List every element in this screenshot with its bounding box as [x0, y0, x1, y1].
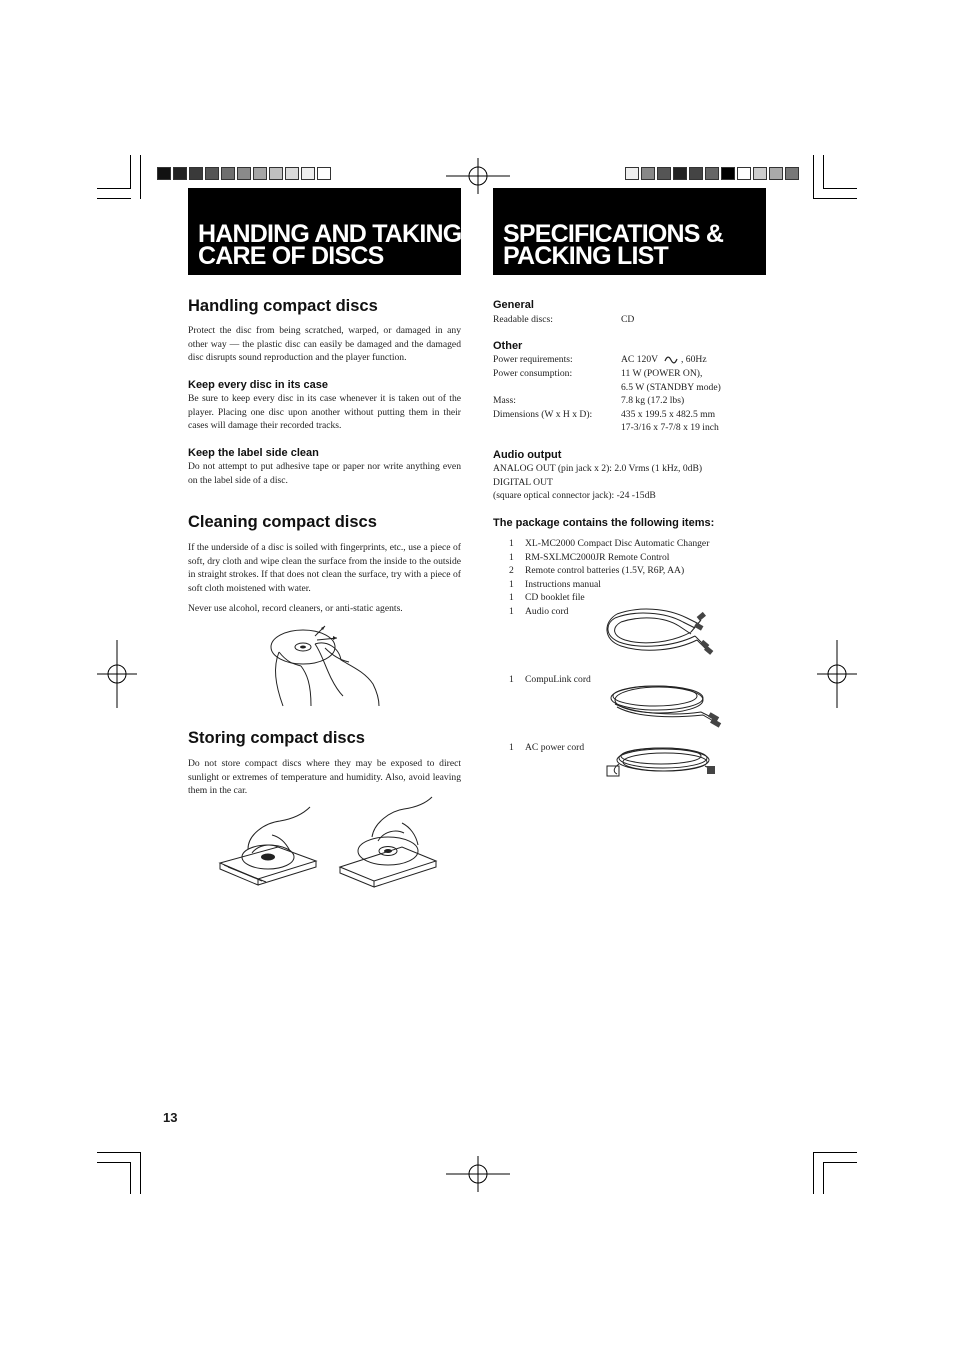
color-swatch: [753, 167, 767, 180]
power-consumption-value-2: 6.5 W (STANDBY mode): [621, 382, 721, 393]
color-swatch: [721, 167, 735, 180]
audio-cord-illustration: [605, 606, 720, 658]
storing-disc-case-illustration-1: [218, 805, 318, 885]
color-swatch: [253, 167, 267, 180]
color-swatch: [205, 167, 219, 180]
list-item-name: AC power cord: [525, 742, 585, 753]
power-requirements-value-b: , 60Hz: [681, 354, 707, 365]
package-heading: The package contains the following items:: [493, 517, 715, 529]
list-item-qty: 1: [509, 579, 514, 590]
list-item-name: RM-SXLMC2000JR Remote Control: [525, 552, 670, 563]
keep-in-case-heading: Keep every disc in its case: [188, 379, 329, 391]
power-consumption-label: Power consumption:: [493, 368, 573, 379]
audio-analog-line: ANALOG OUT (pin jack x 2): 2.0 Vrms (1 kHz, 0dB): [493, 463, 703, 474]
readable-discs-label: Readable discs:: [493, 314, 553, 325]
color-swatch: [221, 167, 235, 180]
cleaning-disc-illustration: [265, 622, 385, 708]
cleaning-heading: Cleaning compact discs: [188, 513, 377, 531]
list-item-name: CD booklet file: [525, 592, 585, 603]
ac-wave-icon: [664, 356, 678, 364]
list-item-qty: 1: [509, 674, 514, 685]
color-bar-left: [157, 167, 331, 180]
list-item-name: Remote control batteries (1.5V, R6P, AA): [525, 565, 685, 576]
list-item-name: CompuLink cord: [525, 674, 591, 685]
color-swatch: [157, 167, 171, 180]
list-item-qty: 1: [509, 552, 514, 563]
mass-label: Mass:: [493, 395, 516, 406]
handling-intro: Protect the disc from being scratched, warped, or damaged in any other way — the plastic disc can easily be damaged and the damaged disc disrupts sound reproduction and the player function.: [188, 325, 461, 363]
left-section-title: HANDING AND TAKING CARE OF DISCS: [188, 188, 461, 275]
ac-power-cord-illustration: [605, 744, 717, 780]
power-consumption-value-1: 11 W (POWER ON),: [621, 368, 703, 379]
dimensions-value-1: 435 x 199.5 x 482.5 mm: [621, 409, 716, 420]
list-item-qty: 2: [509, 565, 514, 576]
dimensions-value-2: 17-3/16 x 7-7/8 x 19 inch: [621, 422, 719, 433]
label-clean-text: Do not attempt to put adhesive tape or paper nor write anything even on the label side of a disc.: [188, 461, 461, 486]
readable-discs-value: CD: [621, 314, 635, 325]
other-heading: Other: [493, 340, 523, 352]
label-clean-heading: Keep the label side clean: [188, 447, 319, 459]
list-item-qty: 1: [509, 742, 514, 753]
compulink-cord-illustration: [605, 678, 723, 728]
list-item-name: Instructions manual: [525, 579, 601, 590]
registration-mark-bottom: [446, 1156, 510, 1192]
list-item-name: Audio cord: [525, 606, 569, 617]
power-requirements-value-a: AC 120V: [621, 354, 659, 365]
color-swatch: [737, 167, 751, 180]
page-number: 13: [163, 1110, 178, 1125]
color-swatch: [317, 167, 331, 180]
power-requirements-label: Power requirements:: [493, 354, 573, 365]
list-item-qty: 1: [509, 592, 514, 603]
color-swatch: [705, 167, 719, 180]
audio-output-heading: Audio output: [493, 449, 562, 461]
color-swatch: [237, 167, 251, 180]
list-item-qty: 1: [509, 538, 514, 549]
color-swatch: [641, 167, 655, 180]
color-swatch: [769, 167, 783, 180]
list-item-qty: 1: [509, 606, 514, 617]
storing-text: Do not store compact discs where they may be exposed to direct sunlight or extremes of temperature and humidity. Also, avoid leaving them in the car.: [188, 758, 461, 796]
color-swatch: [189, 167, 203, 180]
color-swatch: [673, 167, 687, 180]
color-swatch: [285, 167, 299, 180]
keep-in-case-text: Be sure to keep every disc in its case whenever it is taken out of the player. Placing one disc upon another without putting them in their cases will damage their recorded tracks.: [188, 393, 461, 431]
color-swatch: [689, 167, 703, 180]
cleaning-warning: Never use alcohol, record cleaners, or anti-static agents.: [188, 603, 403, 614]
color-swatch: [173, 167, 187, 180]
list-item-name: XL-MC2000 Compact Disc Automatic Changer: [525, 538, 710, 549]
storing-heading: Storing compact discs: [188, 729, 365, 747]
registration-mark-right: [817, 640, 857, 708]
mass-value: 7.8 kg (17.2 lbs): [621, 395, 685, 406]
color-bar-right: [625, 167, 799, 180]
color-swatch: [269, 167, 283, 180]
color-swatch: [625, 167, 639, 180]
color-swatch: [301, 167, 315, 180]
color-swatch: [657, 167, 671, 180]
handling-heading: Handling compact discs: [188, 297, 378, 315]
dimensions-label: Dimensions (W x H x D):: [493, 409, 593, 420]
storing-disc-case-illustration-2: [338, 797, 438, 887]
audio-digital-line: DIGITAL OUT: [493, 477, 553, 488]
registration-mark-left: [97, 640, 137, 708]
audio-optical-line: (square optical connector jack): -24 -15dB: [493, 490, 656, 501]
right-section-title: SPECIFICATIONS & PACKING LIST: [493, 188, 766, 275]
color-swatch: [785, 167, 799, 180]
general-heading: General: [493, 299, 534, 311]
cleaning-text: If the underside of a disc is soiled with fingerprints, etc., use a piece of soft, dry cloth and wipe clean the surface from the inside to the outside in straight strokes. If that does not clean the surface, try with a piece of soft cloth moistened with water.: [188, 542, 461, 594]
